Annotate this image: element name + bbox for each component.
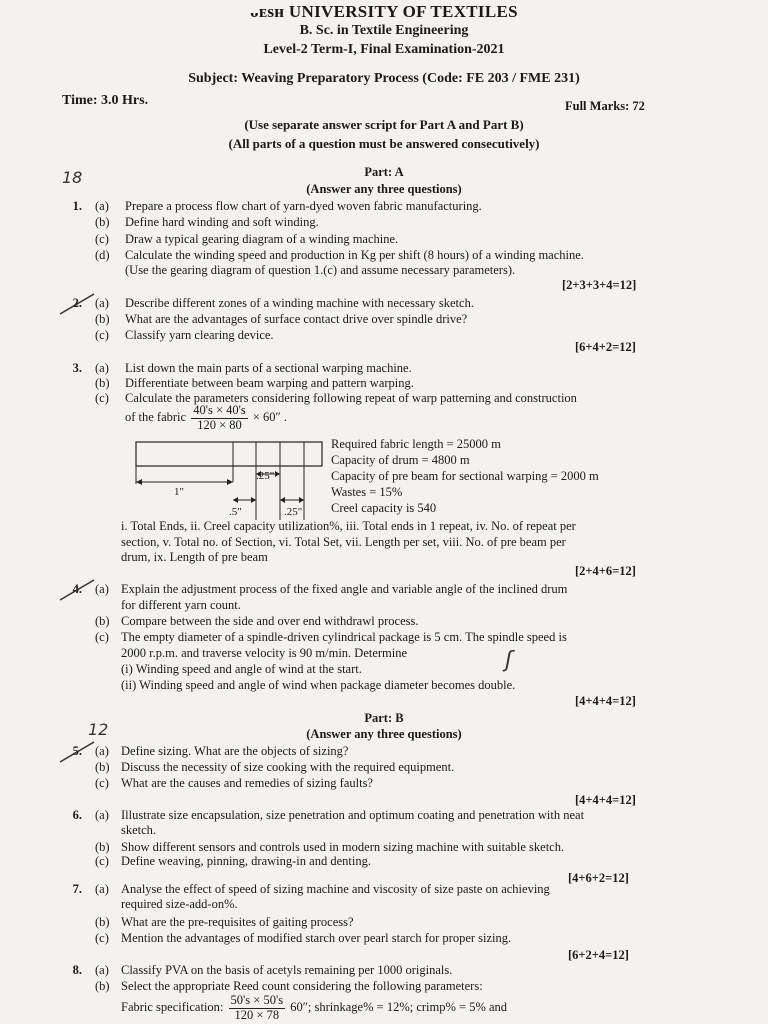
- q1-part-b: Define hard winding and soft winding.: [125, 215, 319, 229]
- handwritten-strike-mark: [58, 740, 98, 764]
- q8-fabric-specification: [121, 994, 507, 1023]
- handwritten-strike-mark: [58, 578, 98, 602]
- q3-param-pre-beam-capacity: Capacity of pre beam for sectional warping = 2000 m: [331, 469, 599, 483]
- q3-part-c: Calculate the parameters considering following repeat of warp patterning and construction: [125, 391, 577, 405]
- q7-number: 7.: [72, 882, 82, 896]
- part-a-subtitle: (Answer any three questions): [306, 182, 462, 196]
- q1-number: 1.: [72, 199, 82, 213]
- q8-number: 8.: [72, 963, 82, 977]
- q2-label-c: (c): [95, 328, 109, 342]
- diagram-label-25-bottom: .25": [284, 506, 303, 518]
- exam-title: Level-2 Term-I, Final Examination-2021: [263, 42, 505, 57]
- q4-part-b: Compare between the side and over end withdrawl process.: [121, 614, 419, 628]
- q3-marks: [2+4+6=12]: [575, 564, 636, 578]
- q3-part-b: Differentiate between beam warping and pattern warping.: [125, 376, 414, 390]
- q5-number: 5.: [72, 744, 82, 758]
- instruction-separate-script: (Use separate answer script for Part A and Part B): [244, 117, 524, 132]
- q3-label-c: (c): [95, 391, 109, 405]
- q6-label-b: (b): [95, 840, 110, 854]
- q4-part-c-line1: The empty diameter of a spindle-driven cylindrical package is 5 cm. The spindle speed is: [121, 630, 567, 644]
- q7-part-a-line1: Analyse the effect of speed of sizing machine and viscosity of size paste on achieving: [121, 882, 550, 896]
- diagram-label-25-top: .25": [256, 470, 275, 482]
- handwritten-strike-mark: [58, 292, 98, 316]
- q2-marks: [6+4+2=12]: [575, 340, 636, 354]
- q4-label-c: (c): [95, 630, 109, 644]
- part-a-title: Part: A: [364, 165, 404, 179]
- diagram-label-1-inch: 1": [174, 486, 184, 498]
- part-b-subtitle: (Answer any three questions): [306, 727, 462, 741]
- q5-label-b: (b): [95, 760, 110, 774]
- q4-part-a-line1: Explain the adjustment process of the fixed angle and variable angle of the inclined drum: [121, 582, 568, 596]
- q8-spec-fraction: [229, 994, 286, 1023]
- q3-label-b: (b): [95, 376, 110, 390]
- q3-param-drum-capacity: Capacity of drum = 4800 m: [331, 453, 470, 467]
- q8-fraction-denominator: 120 × 78: [234, 1007, 280, 1022]
- q7-marks: [6+2+4=12]: [568, 948, 629, 962]
- q1-label-d: (d): [95, 248, 110, 262]
- q6-label-c: (c): [95, 854, 109, 868]
- q6-number: 6.: [72, 808, 82, 822]
- q1-part-d-line1: Calculate the winding speed and production in Kg per shift (8 hours) of a winding machine.: [125, 248, 584, 262]
- q2-label-a: (a): [95, 296, 109, 310]
- q1-label-c: (c): [95, 232, 109, 246]
- q3-number: 3.: [72, 361, 82, 375]
- q7-part-c: Mention the advantages of modified starch over pearl starch for proper sizing.: [121, 931, 512, 945]
- q3-list-line3: drum, ix. Length of pre beam: [121, 550, 268, 564]
- q7-part-a-line2: required size-add-on%.: [121, 897, 238, 911]
- q5-label-c: (c): [95, 776, 109, 790]
- subject-line: Subject: Weaving Preparatory Process (Code: FE 203 / FME 231): [188, 71, 580, 86]
- q6-part-b: Show different sensors and controls used in modern sizing machine with suitable sketch.: [121, 840, 565, 854]
- q8-spec-prefix: Fabric specification:: [121, 1000, 224, 1015]
- q2-label-b: (b): [95, 312, 110, 326]
- handwritten-tick: ʃ: [505, 648, 513, 673]
- q8-part-a: Classify PVA on the basis of acetyls remaining per 1000 originals.: [121, 963, 453, 977]
- q7-part-b: What are the pre-requisites of gaiting process?: [121, 915, 354, 929]
- q1-part-a: Prepare a process flow chart of yarn-dyed woven fabric manufacturing.: [125, 199, 482, 213]
- q4-number: 4.: [72, 582, 82, 596]
- q8-spec-suffix: 60″; shrinkage% = 12%; crimp% = 5% and: [290, 1000, 508, 1015]
- q5-label-a: (a): [95, 744, 109, 758]
- q3-fraction-numerator: 40's × 40's: [193, 403, 246, 417]
- q3-label-a: (a): [95, 361, 109, 375]
- q4-part-c-line3: (i) Winding speed and angle of wind at the start.: [121, 662, 362, 676]
- q1-part-d-line2: (Use the gearing diagram of question 1.(c) and assume necessary parameters).: [125, 263, 516, 277]
- program-name: B. Sc. in Textile Engineering: [299, 23, 469, 38]
- q4-label-a: (a): [95, 582, 109, 596]
- q2-part-b: What are the advantages of surface contact drive over spindle drive?: [125, 312, 468, 326]
- q5-marks: [4+4+4=12]: [575, 793, 636, 807]
- q3-fabric-fraction: [191, 404, 248, 433]
- q5-part-a: Define sizing. What are the objects of sizing?: [121, 744, 349, 758]
- q3-fabric-construction: [125, 404, 287, 433]
- q4-part-c-line2: 2000 r.p.m. and traverse velocity is 90 m/min. Determine: [121, 646, 408, 660]
- q4-part-c-line4: (ii) Winding speed and angle of wind when package diameter becomes double.: [121, 678, 516, 692]
- q8-part-b: Select the appropriate Reed count considering the following parameters:: [121, 979, 483, 993]
- q8-label-a: (a): [95, 963, 109, 977]
- q3-fraction-denominator: 120 × 80: [197, 417, 242, 432]
- part-b-title: Part: B: [364, 711, 404, 725]
- time-allowed: Time: 3.0 Hrs.: [62, 93, 149, 108]
- q3-fabric-suffix: × 60″ .: [252, 410, 288, 425]
- q7-label-c: (c): [95, 931, 109, 945]
- q6-part-a-line1: Illustrate size encapsulation, size penetration and optimum coating and penetration with neat: [121, 808, 585, 822]
- q5-part-b: Discuss the necessity of size cooking with the required equipment.: [121, 760, 455, 774]
- q3-param-fabric-length: Required fabric length = 25000 m: [331, 437, 501, 451]
- q1-label-a: (a): [95, 199, 109, 213]
- q3-list-line2: section, v. Total no. of Section, vi. Total Set, vii. Length per set, viii. No. of pre beam per: [121, 535, 566, 549]
- q8-fraction-numerator: 50's × 50's: [230, 993, 284, 1007]
- q7-label-b: (b): [95, 915, 110, 929]
- q6-marks: [4+6+2=12]: [568, 871, 629, 885]
- q4-part-a-line2: for different yarn count.: [121, 598, 241, 612]
- q3-param-wastes: Wastes = 15%: [331, 485, 403, 499]
- q7-label-a: (a): [95, 882, 109, 896]
- q3-list-line1: i. Total Ends, ii. Creel capacity utilization%, iii. Total ends in 1 repeat, iv. No. of repeat per: [121, 519, 576, 533]
- q3-part-a: List down the main parts of a sectional warping machine.: [125, 361, 412, 375]
- q1-part-c: Draw a typical gearing diagram of a winding machine.: [125, 232, 399, 246]
- full-marks: Full Marks: 72: [565, 99, 645, 113]
- q5-part-c: What are the causes and remedies of sizing faults?: [121, 776, 373, 790]
- university-name: ᴗᴇsн UNIVERSITY OF TEXTILES: [250, 2, 518, 21]
- diagram-label-5: .5": [229, 506, 242, 518]
- q3-fabric-prefix: of the fabric: [125, 410, 187, 425]
- q6-part-a-line2: sketch.: [121, 823, 157, 837]
- q2-part-a: Describe different zones of a winding machine with necessary sketch.: [125, 296, 474, 310]
- q1-marks: [2+3+3+4=12]: [562, 278, 637, 292]
- handwritten-score-part-a: 18: [62, 168, 83, 187]
- q2-number: 2.: [72, 296, 82, 310]
- q6-label-a: (a): [95, 808, 109, 822]
- handwritten-score-part-b: 12: [88, 720, 109, 739]
- instruction-consecutive: (All parts of a question must be answered consecutively): [228, 136, 540, 151]
- q3-param-creel-capacity: Creel capacity is 540: [331, 501, 437, 515]
- q4-label-b: (b): [95, 614, 110, 628]
- q8-label-b: (b): [95, 979, 110, 993]
- q1-label-b: (b): [95, 215, 110, 229]
- q4-marks: [4+4+4=12]: [575, 694, 636, 708]
- q2-part-c: Classify yarn clearing device.: [125, 328, 274, 342]
- q6-part-c: Define weaving, pinning, drawing-in and denting.: [121, 854, 371, 868]
